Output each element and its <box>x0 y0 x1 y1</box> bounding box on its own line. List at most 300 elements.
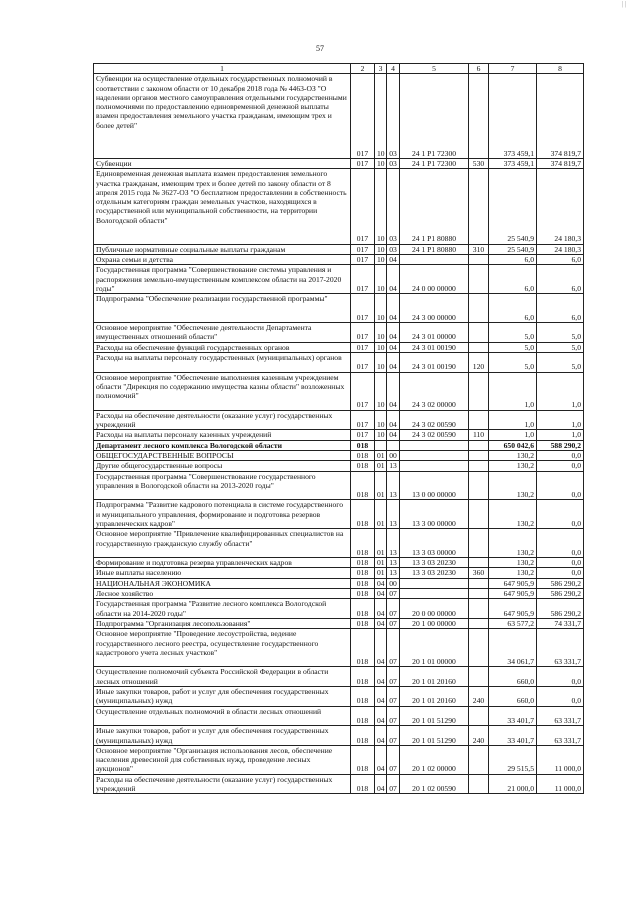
expense-type-code <box>469 440 489 450</box>
ministry-code: 017 <box>351 410 375 430</box>
row-name: Осуществление полномочий субъекта Российской Федерации в области лесных отношений <box>94 667 351 687</box>
table-row <box>94 667 584 687</box>
header-cell: 1 <box>94 64 351 74</box>
expense-type-code <box>469 618 489 628</box>
amount-year-1: 130,2 <box>489 461 537 471</box>
amount-year-2: 0,0 <box>537 667 584 687</box>
table-row <box>94 687 584 707</box>
amount-year-1: 25 540,9 <box>489 169 537 244</box>
table-row <box>94 323 584 343</box>
ministry-code: 017 <box>351 244 375 254</box>
table-row <box>94 450 584 460</box>
ministry-code: 017 <box>351 294 375 323</box>
header-cell: 2 <box>351 64 375 74</box>
amount-year-1: 373 459,1 <box>489 74 537 159</box>
row-name: Публичные нормативные социальные выплаты гражданам <box>94 244 351 254</box>
expense-type-code <box>469 294 489 323</box>
table-row <box>94 342 584 352</box>
subsection-code: 13 <box>387 471 400 500</box>
section-code: 04 <box>375 667 387 687</box>
row-name: Охрана семьи и детства <box>94 254 351 264</box>
subsection-code: 13 <box>387 461 400 471</box>
target-article-code: 24 3 00 00000 <box>400 294 469 323</box>
subsection-code: 07 <box>387 667 400 687</box>
amount-year-2: 0,0 <box>537 500 584 529</box>
target-article-code: 13 3 03 20230 <box>400 558 469 568</box>
expense-type-code <box>469 599 489 619</box>
amount-year-2: 586 290,2 <box>537 599 584 619</box>
ministry-code: 018 <box>351 461 375 471</box>
ministry-code: 018 <box>351 774 375 794</box>
budget-table <box>93 63 584 794</box>
amount-year-1: 130,2 <box>489 471 537 500</box>
section-code: 04 <box>375 599 387 619</box>
section-code: 10 <box>375 74 387 159</box>
row-name: Расходы на обеспечение деятельности (оказание услуг) государственных учреждений <box>94 410 351 430</box>
amount-year-2: 0,0 <box>537 529 584 558</box>
amount-year-1: 1,0 <box>489 430 537 440</box>
amount-year-2: 6,0 <box>537 254 584 264</box>
expense-type-code <box>469 706 489 726</box>
expense-type-code: 240 <box>469 726 489 746</box>
table-row <box>94 618 584 628</box>
section-code: 04 <box>375 618 387 628</box>
ministry-code: 017 <box>351 342 375 352</box>
table-row <box>94 529 584 558</box>
subsection-code: 04 <box>387 342 400 352</box>
table-row <box>94 558 584 568</box>
expense-type-code <box>469 589 489 599</box>
table-row <box>94 158 584 168</box>
amount-year-1: 5,0 <box>489 342 537 352</box>
row-name: Иные выплаты населению <box>94 568 351 578</box>
target-article-code: 13 3 03 20230 <box>400 568 469 578</box>
section-code: 01 <box>375 500 387 529</box>
amount-year-2: 588 290,2 <box>537 440 584 450</box>
subsection-code: 04 <box>387 352 400 372</box>
ministry-code: 018 <box>351 471 375 500</box>
expense-type-code <box>469 774 489 794</box>
table-row <box>94 471 584 500</box>
expense-type-code <box>469 450 489 460</box>
target-article-code <box>400 461 469 471</box>
expense-type-code <box>469 578 489 588</box>
table-row <box>94 254 584 264</box>
ministry-code: 018 <box>351 599 375 619</box>
ministry-code: 017 <box>351 158 375 168</box>
target-article-code: 24 3 01 00190 <box>400 352 469 372</box>
section-code: 10 <box>375 342 387 352</box>
table-row <box>94 629 584 667</box>
amount-year-2: 24 180,3 <box>537 169 584 244</box>
amount-year-1: 34 061,7 <box>489 629 537 667</box>
table-row <box>94 461 584 471</box>
amount-year-1: 5,0 <box>489 323 537 343</box>
amount-year-2: 6,0 <box>537 294 584 323</box>
header-cell: 7 <box>489 64 537 74</box>
target-article-code: 13 0 00 00000 <box>400 471 469 500</box>
expense-type-code <box>469 410 489 430</box>
table-row <box>94 265 584 294</box>
target-article-code: 20 1 00 00000 <box>400 618 469 628</box>
table-row <box>94 599 584 619</box>
row-name: Иные закупки товаров, работ и услуг для обеспечения государственных (муниципальных) нужд <box>94 726 351 746</box>
section-code: 10 <box>375 294 387 323</box>
amount-year-1: 5,0 <box>489 352 537 372</box>
table-row <box>94 440 584 450</box>
row-name: ОБЩЕГОСУДАРСТВЕННЫЕ ВОПРОСЫ <box>94 450 351 460</box>
amount-year-1: 130,2 <box>489 529 537 558</box>
subsection-code: 07 <box>387 629 400 667</box>
subsection-code: 04 <box>387 323 400 343</box>
row-name: Расходы на обеспечение функций государственных органов <box>94 342 351 352</box>
ministry-code: 017 <box>351 372 375 410</box>
amount-year-1: 25 540,9 <box>489 244 537 254</box>
ministry-code: 018 <box>351 500 375 529</box>
amount-year-1: 647 905,9 <box>489 599 537 619</box>
subsection-code: 04 <box>387 430 400 440</box>
amount-year-1: 660,0 <box>489 667 537 687</box>
row-name: Иные закупки товаров, работ и услуг для обеспечения государственных (муниципальных) нужд <box>94 687 351 707</box>
target-article-code: 20 1 01 20160 <box>400 667 469 687</box>
amount-year-1: 130,2 <box>489 558 537 568</box>
section-code: 01 <box>375 568 387 578</box>
row-name: Расходы на обеспечение деятельности (оказание услуг) государственных учреждений <box>94 774 351 794</box>
target-article-code: 20 1 02 00590 <box>400 774 469 794</box>
ministry-code: 018 <box>351 529 375 558</box>
target-article-code: 24 3 02 00590 <box>400 410 469 430</box>
subsection-code: 03 <box>387 74 400 159</box>
subsection-code: 00 <box>387 578 400 588</box>
subsection-code: 13 <box>387 558 400 568</box>
target-article-code: 24 3 01 00190 <box>400 342 469 352</box>
header-cell: 8 <box>537 64 584 74</box>
target-article-code <box>400 589 469 599</box>
subsection-code: 04 <box>387 265 400 294</box>
row-name: Подпрограмма "Развитие кадрового потенциала в системе государственного и муниципального управления, формирование и подготовка резервов управленческих кадров" <box>94 500 351 529</box>
target-article-code: 24 3 02 00590 <box>400 430 469 440</box>
amount-year-2: 0,0 <box>537 558 584 568</box>
corner-mark: | | <box>621 0 626 8</box>
row-name: Государственная программа "Совершенствование государственного управления в Вологодской области на 2013-2020 годы" <box>94 471 351 500</box>
target-article-code: 24 1 P1 80880 <box>400 169 469 244</box>
amount-year-2: 11 000,0 <box>537 774 584 794</box>
subsection-code: 07 <box>387 618 400 628</box>
header-cell: 3 <box>375 64 387 74</box>
amount-year-1: 6,0 <box>489 265 537 294</box>
target-article-code: 20 1 02 00000 <box>400 745 469 774</box>
ministry-code: 017 <box>351 74 375 159</box>
section-code <box>375 440 387 450</box>
table-row <box>94 726 584 746</box>
subsection-code: 07 <box>387 706 400 726</box>
section-code: 10 <box>375 430 387 440</box>
ministry-code: 017 <box>351 265 375 294</box>
amount-year-1: 21 000,0 <box>489 774 537 794</box>
ministry-code: 018 <box>351 706 375 726</box>
expense-type-code <box>469 529 489 558</box>
amount-year-2: 6,0 <box>537 265 584 294</box>
target-article-code: 24 3 02 00000 <box>400 372 469 410</box>
amount-year-2: 0,0 <box>537 568 584 578</box>
table-row <box>94 578 584 588</box>
table-row <box>94 774 584 794</box>
subsection-code: 03 <box>387 169 400 244</box>
amount-year-1: 6,0 <box>489 294 537 323</box>
subsection-code: 04 <box>387 294 400 323</box>
section-code: 04 <box>375 629 387 667</box>
amount-year-1: 130,2 <box>489 450 537 460</box>
target-article-code: 24 0 00 00000 <box>400 265 469 294</box>
amount-year-2: 586 290,2 <box>537 589 584 599</box>
row-name: Субвенции на осуществление отдельных государственных полномочий в соответствии с законом области от 10 декабря 2018 года № 4463-ОЗ "О наделении органов местного самоуправления отдельными государственными полномочиями по предоставлению единовременной денежной выплаты взамен предоставления земельного участка гражданам, имеющим трех и более детей" <box>94 74 351 159</box>
amount-year-1: 1,0 <box>489 372 537 410</box>
subsection-code: 07 <box>387 599 400 619</box>
ministry-code: 018 <box>351 450 375 460</box>
section-code: 01 <box>375 558 387 568</box>
target-article-code: 24 3 01 00000 <box>400 323 469 343</box>
amount-year-2: 5,0 <box>537 352 584 372</box>
expense-type-code: 110 <box>469 430 489 440</box>
amount-year-1: 647 905,9 <box>489 589 537 599</box>
expense-type-code <box>469 265 489 294</box>
table-row <box>94 430 584 440</box>
target-article-code: 24 1 P1 72300 <box>400 158 469 168</box>
expense-type-code: 240 <box>469 687 489 707</box>
amount-year-2: 63 331,7 <box>537 629 584 667</box>
expense-type-code: 120 <box>469 352 489 372</box>
table-row <box>94 745 584 774</box>
target-article-code: 24 1 P1 72300 <box>400 74 469 159</box>
subsection-code: 13 <box>387 568 400 578</box>
section-code: 10 <box>375 158 387 168</box>
header-cell: 4 <box>387 64 400 74</box>
subsection-code: 07 <box>387 774 400 794</box>
expense-type-code <box>469 372 489 410</box>
target-article-code <box>400 578 469 588</box>
amount-year-2: 5,0 <box>537 323 584 343</box>
section-code: 04 <box>375 687 387 707</box>
row-name: Основное мероприятие "Организация использования лесов, обеспечение населения древесиной для собственных нужд, проведение лесных аукционов" <box>94 745 351 774</box>
section-code: 10 <box>375 254 387 264</box>
table-row <box>94 410 584 430</box>
target-article-code: 20 1 01 00000 <box>400 629 469 667</box>
amount-year-1: 130,2 <box>489 568 537 578</box>
section-code: 01 <box>375 450 387 460</box>
ministry-code: 018 <box>351 578 375 588</box>
section-code: 04 <box>375 706 387 726</box>
expense-type-code <box>469 667 489 687</box>
table-row <box>94 500 584 529</box>
table-row <box>94 589 584 599</box>
expense-type-code <box>469 342 489 352</box>
target-article-code <box>400 440 469 450</box>
row-name: Основное мероприятие "Привлечение квалифицированных специалистов на государственную гражданскую службу области" <box>94 529 351 558</box>
row-name: НАЦИОНАЛЬНАЯ ЭКОНОМИКА <box>94 578 351 588</box>
target-article-code: 13 3 00 00000 <box>400 500 469 529</box>
expense-type-code: 310 <box>469 244 489 254</box>
ministry-code: 017 <box>351 254 375 264</box>
header-cell: 6 <box>469 64 489 74</box>
amount-year-2: 63 331,7 <box>537 706 584 726</box>
subsection-code: 13 <box>387 500 400 529</box>
amount-year-1: 33 401,7 <box>489 726 537 746</box>
amount-year-1: 1,0 <box>489 410 537 430</box>
amount-year-2: 0,0 <box>537 461 584 471</box>
ministry-code: 018 <box>351 440 375 450</box>
subsection-code: 07 <box>387 745 400 774</box>
table-row <box>94 294 584 323</box>
ministry-code: 018 <box>351 568 375 578</box>
section-code: 10 <box>375 169 387 244</box>
amount-year-2: 374 819,7 <box>537 74 584 159</box>
expense-type-code <box>469 471 489 500</box>
row-name: Подпрограмма "Обеспечение реализации государственной программы" <box>94 294 351 323</box>
subsection-code: 03 <box>387 244 400 254</box>
subsection-code: 07 <box>387 589 400 599</box>
amount-year-2: 586 290,2 <box>537 578 584 588</box>
section-code: 01 <box>375 461 387 471</box>
row-name: Единовременная денежная выплата взамен предоставления земельного участка гражданам, имеющим трех и более детей по закону области от 8 апреля 2015 года № 3627-ОЗ "О бесплатном предоставлении в собственность отдельным категориям граждан земельных участков, находящихся в государственной или муниципальной собственности, на территории Вологодской области" <box>94 169 351 244</box>
target-article-code <box>400 450 469 460</box>
expense-type-code <box>469 500 489 529</box>
section-code: 10 <box>375 410 387 430</box>
table-row <box>94 352 584 372</box>
amount-year-1: 29 515,5 <box>489 745 537 774</box>
section-code: 04 <box>375 774 387 794</box>
table-row <box>94 169 584 244</box>
amount-year-1: 6,0 <box>489 254 537 264</box>
amount-year-1: 373 459,1 <box>489 158 537 168</box>
expense-type-code <box>469 629 489 667</box>
section-code: 10 <box>375 323 387 343</box>
amount-year-1: 63 577,2 <box>489 618 537 628</box>
section-code: 10 <box>375 244 387 254</box>
subsection-code <box>387 440 400 450</box>
ministry-code: 017 <box>351 430 375 440</box>
section-code: 04 <box>375 578 387 588</box>
table-header-row <box>94 64 584 74</box>
target-article-code <box>400 254 469 264</box>
amount-year-2: 1,0 <box>537 410 584 430</box>
table-row <box>94 244 584 254</box>
target-article-code: 20 1 01 51290 <box>400 706 469 726</box>
expense-type-code: 530 <box>469 158 489 168</box>
target-article-code: 13 3 03 00000 <box>400 529 469 558</box>
table-row <box>94 568 584 578</box>
amount-year-2: 374 819,7 <box>537 158 584 168</box>
row-name: Государственная программа "Развитие лесного комплекса Вологодской области на 2014-2020 годы" <box>94 599 351 619</box>
amount-year-2: 1,0 <box>537 372 584 410</box>
row-name: Расходы на выплаты персоналу государственных (муниципальных) органов <box>94 352 351 372</box>
amount-year-2: 24 180,3 <box>537 244 584 254</box>
expense-type-code <box>469 323 489 343</box>
section-code: 10 <box>375 352 387 372</box>
table-row <box>94 706 584 726</box>
row-name: Государственная программа "Совершенствование системы управления и распоряжения земельно-имущественным комплексом области на 2017-2020 годы" <box>94 265 351 294</box>
ministry-code: 018 <box>351 618 375 628</box>
expense-type-code <box>469 74 489 159</box>
amount-year-2: 0,0 <box>537 450 584 460</box>
subsection-code: 07 <box>387 726 400 746</box>
amount-year-2: 5,0 <box>537 342 584 352</box>
ministry-code: 018 <box>351 745 375 774</box>
header-cell: 5 <box>400 64 469 74</box>
expense-type-code <box>469 558 489 568</box>
subsection-code: 04 <box>387 410 400 430</box>
subsection-code: 04 <box>387 372 400 410</box>
table-row <box>94 372 584 410</box>
expense-type-code <box>469 461 489 471</box>
section-code: 10 <box>375 265 387 294</box>
row-name: Субвенции <box>94 158 351 168</box>
amount-year-2: 74 331,7 <box>537 618 584 628</box>
amount-year-1: 33 401,7 <box>489 706 537 726</box>
expense-type-code <box>469 254 489 264</box>
subsection-code: 03 <box>387 158 400 168</box>
ministry-code: 017 <box>351 323 375 343</box>
target-article-code: 24 1 P1 80880 <box>400 244 469 254</box>
subsection-code: 13 <box>387 529 400 558</box>
amount-year-1: 647 905,9 <box>489 578 537 588</box>
ministry-code: 018 <box>351 629 375 667</box>
amount-year-2: 0,0 <box>537 687 584 707</box>
ministry-code: 017 <box>351 169 375 244</box>
subsection-code: 00 <box>387 450 400 460</box>
target-article-code: 20 1 01 20160 <box>400 687 469 707</box>
subsection-code: 07 <box>387 687 400 707</box>
target-article-code: 20 0 00 00000 <box>400 599 469 619</box>
ministry-code: 018 <box>351 558 375 568</box>
amount-year-1: 130,2 <box>489 500 537 529</box>
amount-year-1: 660,0 <box>489 687 537 707</box>
amount-year-2: 0,0 <box>537 471 584 500</box>
section-code: 04 <box>375 745 387 774</box>
section-code: 10 <box>375 372 387 410</box>
amount-year-1: 650 042,6 <box>489 440 537 450</box>
amount-year-2: 1,0 <box>537 430 584 440</box>
amount-year-2: 11 000,0 <box>537 745 584 774</box>
ministry-code: 018 <box>351 726 375 746</box>
subsection-code: 04 <box>387 254 400 264</box>
row-name: Осуществление отдельных полномочий в области лесных отношений <box>94 706 351 726</box>
target-article-code: 20 1 01 51290 <box>400 726 469 746</box>
section-code: 01 <box>375 529 387 558</box>
section-code: 01 <box>375 471 387 500</box>
amount-year-2: 63 331,7 <box>537 726 584 746</box>
table-body <box>94 74 584 794</box>
expense-type-code <box>469 169 489 244</box>
ministry-code: 018 <box>351 687 375 707</box>
ministry-code: 018 <box>351 589 375 599</box>
section-code: 04 <box>375 589 387 599</box>
row-name: Лесное хозяйство <box>94 589 351 599</box>
row-name: Основное мероприятие "Проведение лесоустройства, ведение государственного лесного реестра, осуществление государственного кадастрового учета лесных участков" <box>94 629 351 667</box>
page-number: 57 <box>316 44 324 53</box>
expense-type-code: 360 <box>469 568 489 578</box>
row-name: Другие общегосударственные вопросы <box>94 461 351 471</box>
row-name: Основное мероприятие "Обеспечение выполнения казенным учреждением области "Дирекция по содержанию имущества казны области" возложенных полномочий" <box>94 372 351 410</box>
row-name: Департамент лесного комплекса Вологодской области <box>94 440 351 450</box>
table-row <box>94 74 584 159</box>
expense-type-code <box>469 745 489 774</box>
ministry-code: 017 <box>351 352 375 372</box>
row-name: Формирование и подготовка резерва управленческих кадров <box>94 558 351 568</box>
section-code: 04 <box>375 726 387 746</box>
row-name: Расходы на выплаты персоналу казенных учреждений <box>94 430 351 440</box>
ministry-code: 018 <box>351 667 375 687</box>
row-name: Основное мероприятие "Обеспечение деятельности Департамента имущественных отношений области" <box>94 323 351 343</box>
